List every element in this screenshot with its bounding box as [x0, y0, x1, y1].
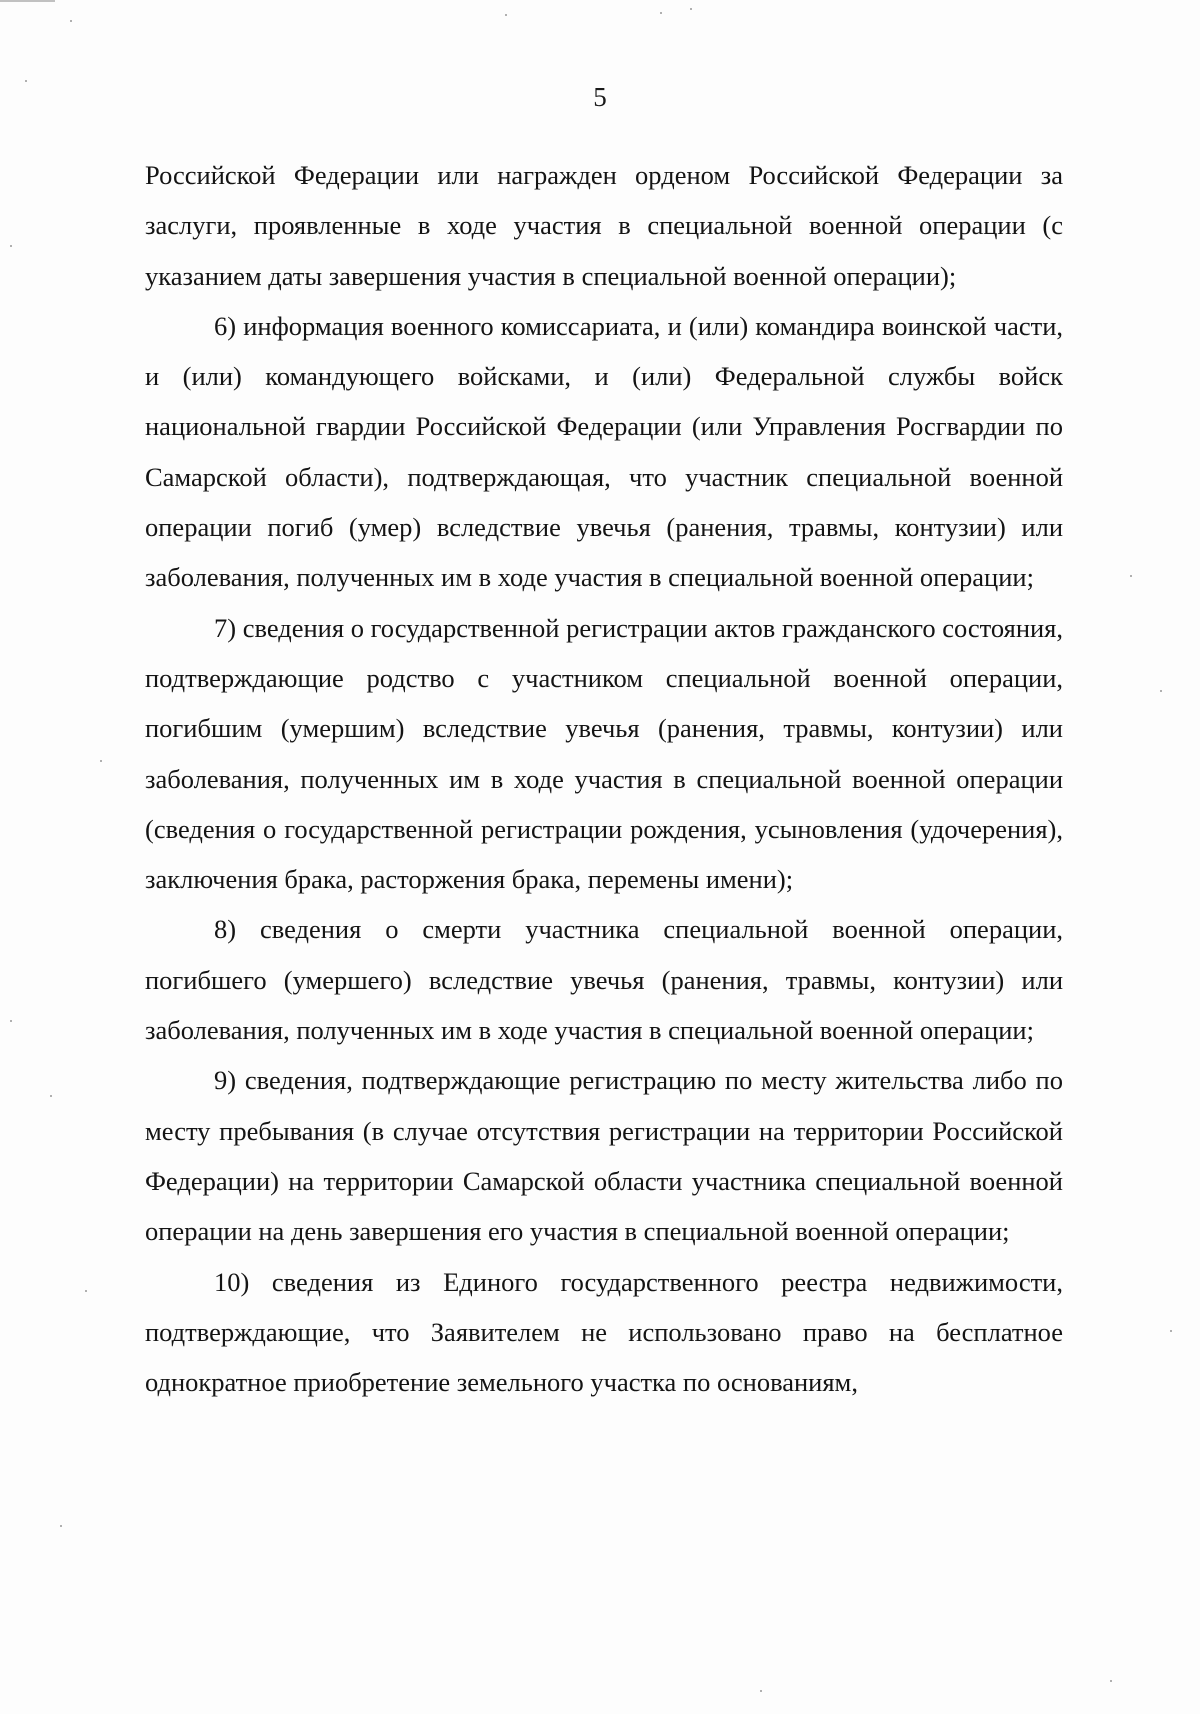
paragraph-item-6: 6) информация военного комиссариата, и (или) командира воинской части, и (или) командующего войсками, и (или) Федеральной службы войск национальной гвардии Российской Федерации (или Управления Росгвардии по Самарской области), подтверждающая, что участник специальной военной операции погиб (умер) вследствие увечья (ранения, травмы, контузии) или заболевания, полученных им в ходе участия в специальной военной операции;: [145, 310, 1063, 593]
scan-speck: [10, 1020, 12, 1022]
paragraph-item-10: 10) сведения из Единого государственного реестра недвижимости, подтверждающие, что Заявителем не использовано право на бесплатное однократное приобретение земельного участка по основаниям,: [145, 1266, 1063, 1398]
scan-speck: [760, 1690, 762, 1692]
document-body: [145, 150, 1063, 1407]
scan-speck: [660, 12, 662, 14]
scan-speck: [505, 14, 507, 16]
scan-speck: [690, 8, 692, 10]
scan-speck: [1170, 1330, 1172, 1332]
scan-edge-mark: [0, 0, 55, 2]
paragraph-continuation: Российской Федерации или награжден орденом Российской Федерации за заслуги, проявленные в ходе участия в специальной военной операции (с указанием даты завершения участия в специальной военной операции);: [145, 160, 1063, 291]
scan-speck: [1110, 1680, 1112, 1682]
scan-speck: [85, 1290, 87, 1292]
scan-speck: [60, 1525, 62, 1527]
paragraph-item-7: 7) сведения о государственной регистрации актов гражданского состояния, подтверждающие родство с участником специальной военной операции, погибшим (умершим) вследствие увечья (ранения, травмы, контузии) или заболевания, полученных им в ходе участия в специальной военной операции (сведения о государственной регистрации рождения, усыновления (удочерения), заключения брака, расторжения брака, перемены имени);: [145, 612, 1063, 895]
scan-speck: [25, 80, 27, 82]
paragraph-item-9: 9) сведения, подтверждающие регистрацию по месту жительства либо по месту пребывания (в случае отсутствия регистрации на территории Российской Федерации) на территории Самарской области участника специальной военной операции на день завершения его участия в специальной военной операции;: [145, 1065, 1063, 1247]
scan-speck: [50, 1095, 52, 1097]
scan-speck: [100, 760, 102, 762]
scan-speck: [1130, 575, 1132, 577]
paragraph-item-8: 8) сведения о смерти участника специальной военной операции, погибшего (умершего) вследствие увечья (ранения, травмы, контузии) или заболевания, полученных им в ходе участия в специальной военной операции;: [145, 914, 1063, 1046]
page-number: 5: [593, 82, 607, 112]
scan-speck: [70, 20, 72, 22]
scan-speck: [1160, 690, 1162, 692]
scan-speck: [10, 245, 12, 247]
